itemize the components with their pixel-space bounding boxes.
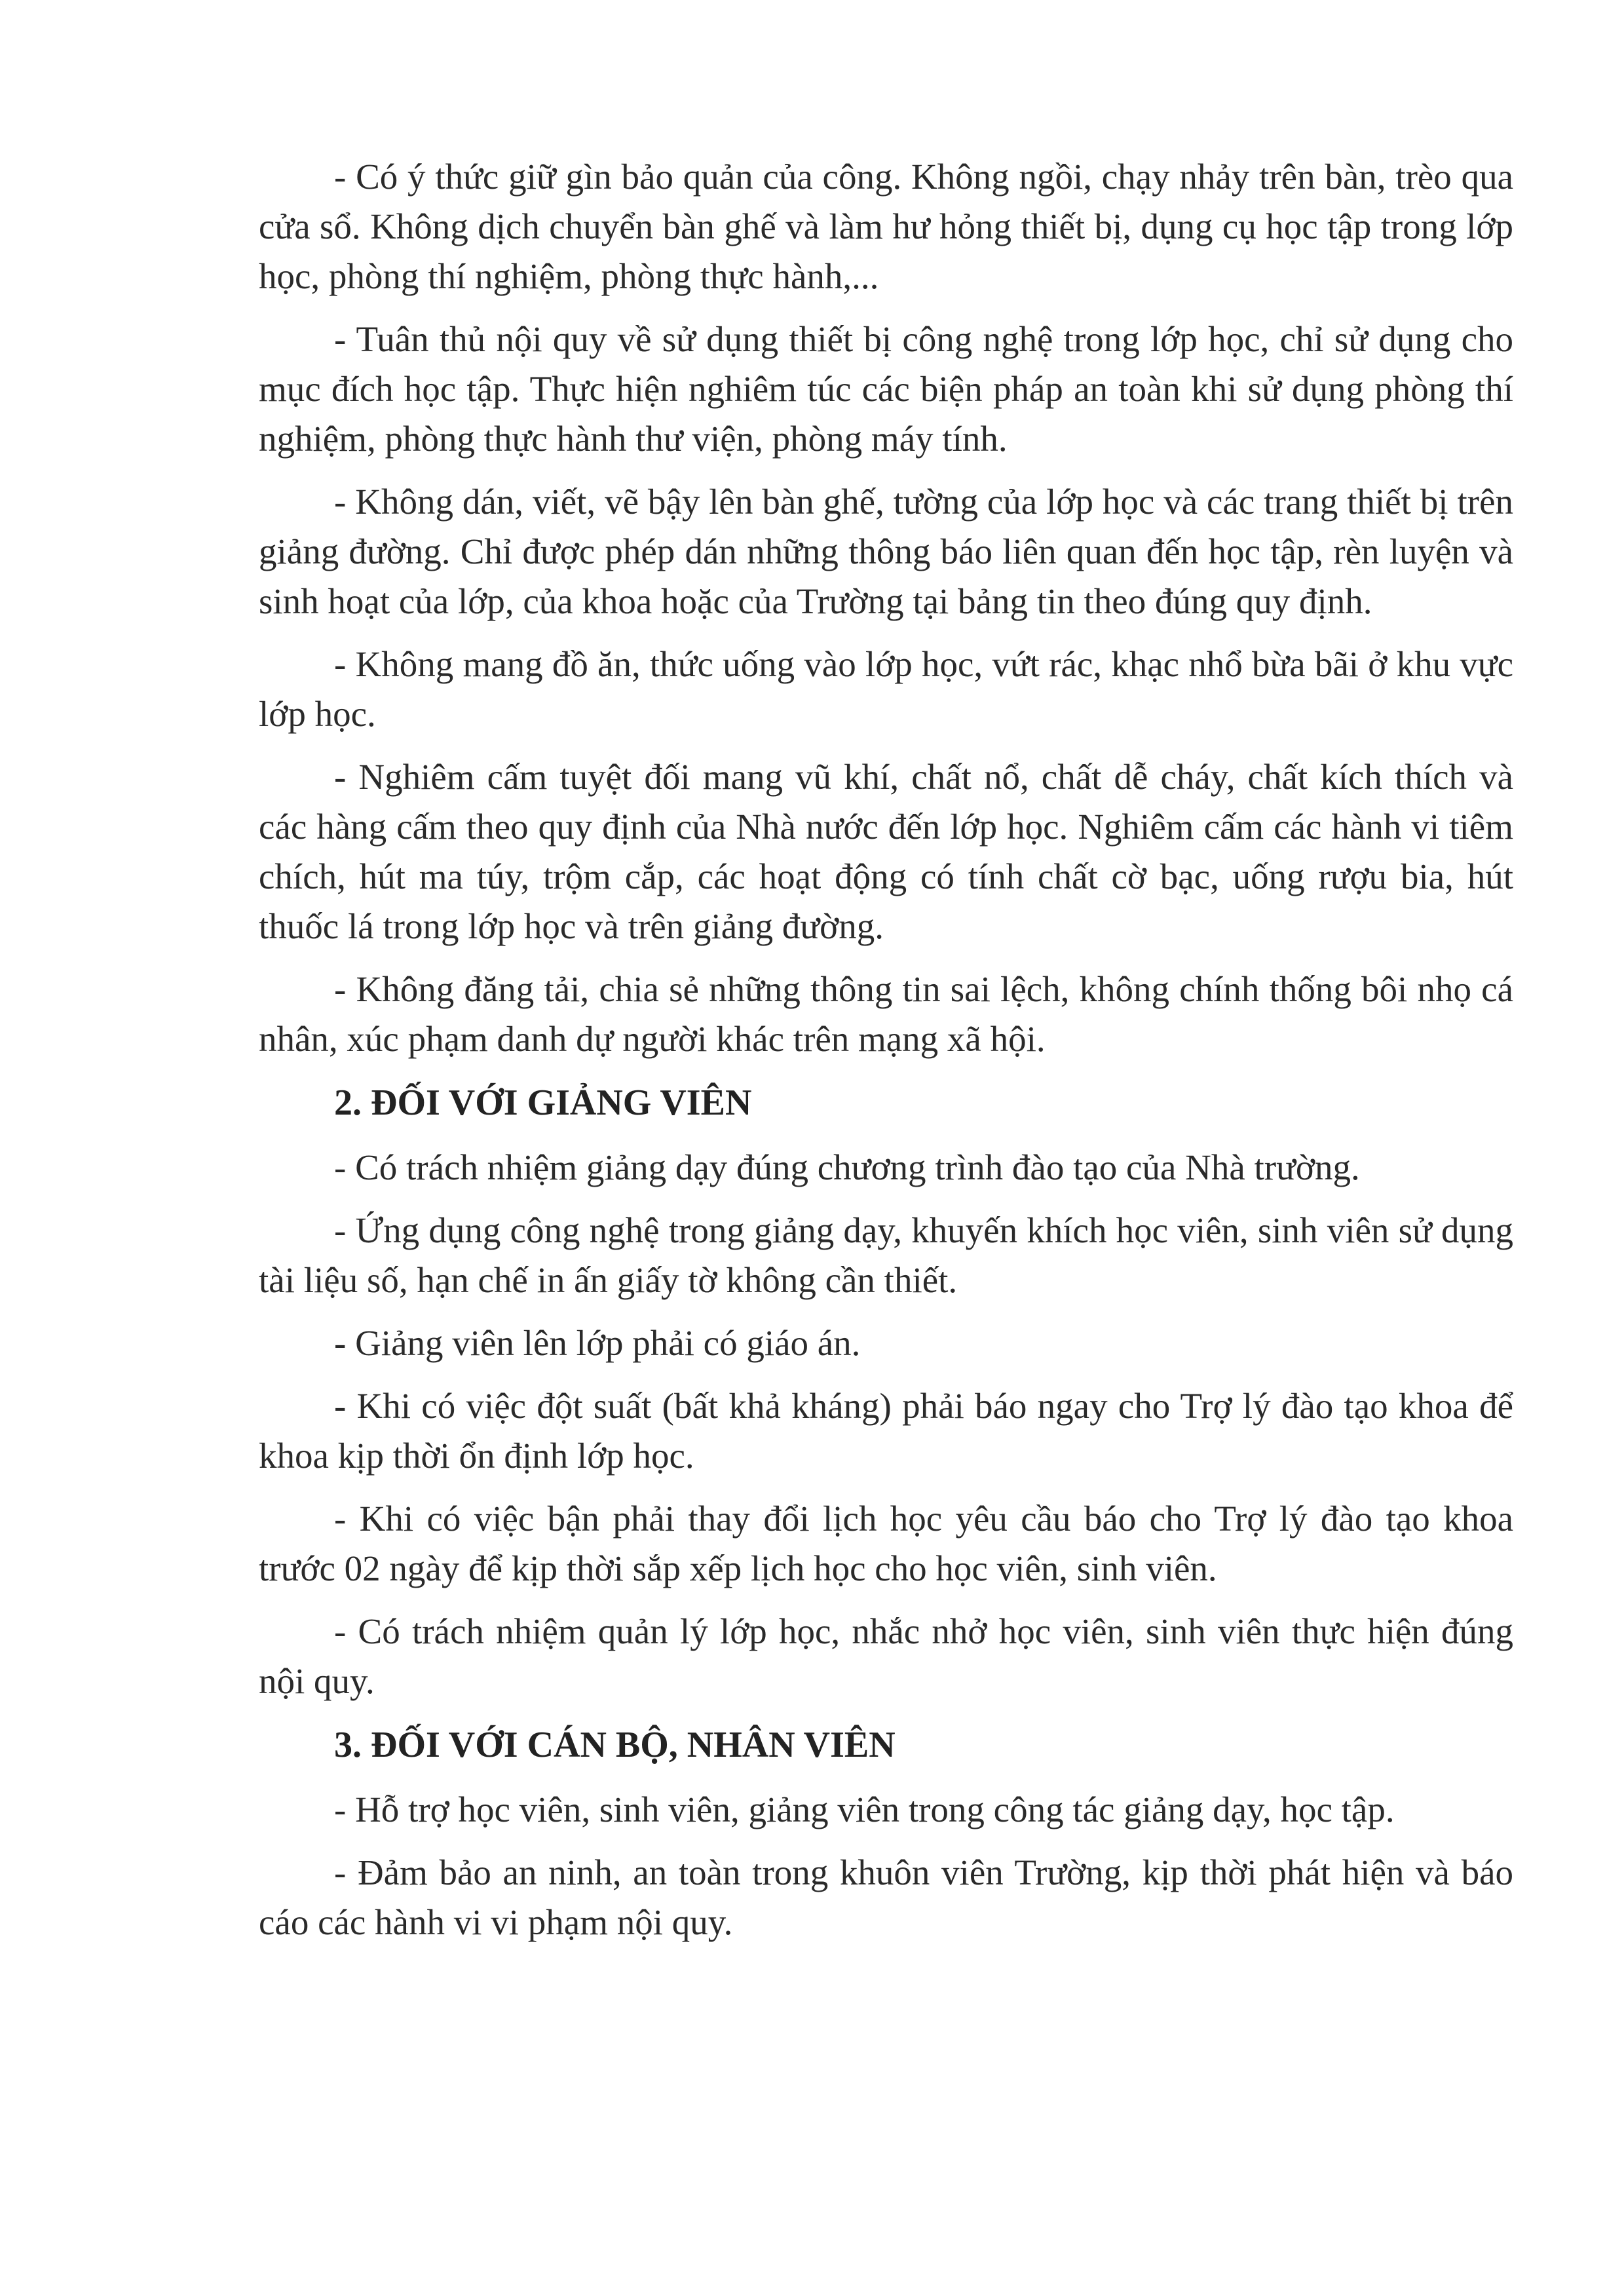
paragraph-intro-6: - Không đăng tải, chia sẻ những thông tin sai lệch, không chính thống bôi nhọ cá nhân, xúc phạm danh dự người khác trên mạng xã hội. <box>259 969 1513 1059</box>
paragraph-staff-2: - Đảm bảo an ninh, an toàn trong khuôn viên Trường, kịp thời phát hiện và báo cáo các hành vi vi phạm nội quy. <box>259 1852 1513 1942</box>
paragraph-lecturers-3: - Giảng viên lên lớp phải có giáo án. <box>334 1323 861 1363</box>
paragraph-intro-3: - Không dán, viết, vẽ bậy lên bàn ghế, tường của lớp học và các trang thiết bị trên giảng đường. Chỉ được phép dán những thông báo liên quan đến học tập, rèn luyện và sinh hoạt của lớp, của khoa hoặc của Trường tại bảng tin theo đúng quy định. <box>259 482 1513 621</box>
paragraph-intro-2: - Tuân thủ nội quy về sử dụng thiết bị công nghệ trong lớp học, chỉ sử dụng cho mục đích học tập. Thực hiện nghiêm túc các biện pháp an toàn khi sử dụng phòng thí nghiệm, phòng thực hành thư viện, phòng máy tính. <box>259 319 1513 459</box>
paragraph-lecturers-2: - Ứng dụng công nghệ trong giảng dạy, khuyến khích học viên, sinh viên sử dụng tài liệu số, hạn chế in ấn giấy tờ không cần thiết. <box>259 1210 1513 1300</box>
paragraph-lecturers-5: - Khi có việc bận phải thay đổi lịch học yêu cầu báo cho Trợ lý đào tạo khoa trước 02 ngày để kịp thời sắp xếp lịch học cho học viên, sinh viên. <box>259 1499 1513 1588</box>
paragraph-lecturers-4: - Khi có việc đột suất (bất khả kháng) phải báo ngay cho Trợ lý đào tạo khoa để khoa kịp thời ổn định lớp học. <box>259 1386 1513 1476</box>
paragraph-lecturers-6: - Có trách nhiệm quản lý lớp học, nhắc nhở học viên, sinh viên thực hiện đúng nội quy. <box>259 1611 1513 1701</box>
section-heading-lecturers: 2. ĐỐI VỚI GIẢNG VIÊN <box>334 1082 752 1123</box>
paragraph-lecturers-1: - Có trách nhiệm giảng dạy đúng chương trình đào tạo của Nhà trường. <box>334 1147 1360 1187</box>
section-heading-staff: 3. ĐỐI VỚI CÁN BỘ, NHÂN VIÊN <box>334 1725 896 1765</box>
paragraph-staff-1: - Hỗ trợ học viên, sinh viên, giảng viên trong công tác giảng dạy, học tập. <box>334 1789 1395 1829</box>
paragraph-intro-4: - Không mang đồ ăn, thức uống vào lớp học, vứt rác, khạc nhổ bừa bãi ở khu vực lớp học. <box>259 644 1513 734</box>
document-body <box>259 152 1513 1961</box>
paragraph-intro-5: - Nghiêm cấm tuyệt đối mang vũ khí, chất nổ, chất dễ cháy, chất kích thích và các hàng cấm theo quy định của Nhà nước đến lớp học. Nghiêm cấm các hành vi tiêm chích, hút ma túy, trộm cắp, các hoạt động có tính chất cờ bạc, uống rượu bia, hút thuốc lá trong lớp học và trên giảng đường. <box>259 757 1513 946</box>
paragraph-intro-1: - Có ý thức giữ gìn bảo quản của công. Không ngồi, chạy nhảy trên bàn, trèo qua cửa sổ. Không dịch chuyển bàn ghế và làm hư hỏng thiết bị, dụng cụ học tập trong lớp học, phòng thí nghiệm, phòng thực hành,... <box>259 157 1513 296</box>
